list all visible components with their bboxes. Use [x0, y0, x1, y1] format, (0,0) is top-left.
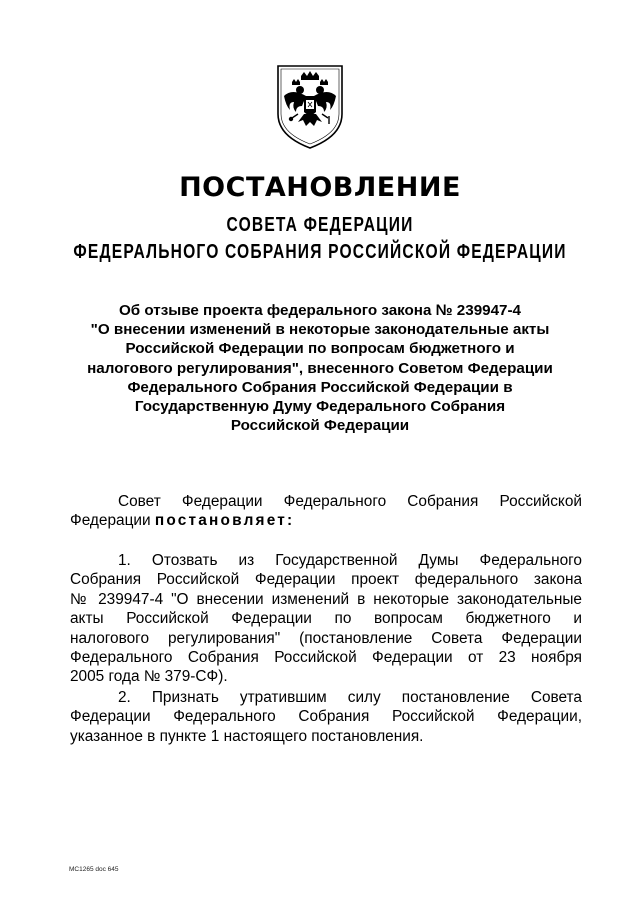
subject-line: Об отзыве проекта федерального закона № 239947-4 [118, 302, 521, 319]
clause-1-line: акты Российской Федерации по вопросам бюджетного и [70, 610, 582, 628]
clause-2-line: указанное в пункте 1 настоящего постановления. [70, 727, 424, 745]
decree-word: постановляет: [154, 512, 295, 530]
clause-2-line: 2. Признать утратившим силу постановление Совета [118, 689, 582, 706]
clause-1-line: налогового регулирования" (постановление Совета Федерации [70, 629, 582, 647]
clause-1-line: № 239947-4 "О внесении изменений в некоторые законодательные [70, 590, 582, 608]
document-type-heading: ПОСТАНОВЛЕНИЕ [179, 172, 461, 203]
preamble-line [70, 511, 582, 530]
document-code: МС1265 doc 645 [69, 866, 119, 873]
subject-line: "О внесении изменений в некоторые законодательные акты [90, 321, 550, 339]
preamble-line: Совет Федерации Федерального Собрания Российской [118, 493, 582, 510]
subject-line: Федерального Собрания Российской Федерации в [127, 378, 513, 396]
issuer-line-1: СОВЕТА ФЕДЕРАЦИИ [226, 214, 414, 236]
issuer-line-2: ФЕДЕРАЛЬНОГО СОБРАНИЯ РОССИЙСКОЙ ФЕДЕРАЦИИ [73, 241, 567, 263]
subject-line: Государственную Думу Федерального Собрания [134, 398, 506, 416]
preamble-paragraph [70, 492, 582, 531]
subject-line: налогового регулирования", внесенного Советом Федерации [87, 359, 553, 377]
clause-1-line: 2005 года № 379-СФ). [70, 668, 228, 686]
clause-1-line: 1. Отозвать из Государственной Думы Федерального [118, 552, 582, 569]
clause-1-paragraph [70, 551, 582, 687]
subject-line: Российской Федерации [230, 417, 410, 435]
clause-2-paragraph [70, 688, 582, 746]
clause-1-line: Собрания Российской Федерации проект федерального закона [70, 571, 582, 589]
resolution-subject [60, 301, 580, 435]
subject-line: Российской Федерации по вопросам бюджетного и [125, 340, 515, 358]
clause-1-line: Федерального Собрания Российской Федерации от 23 ноября [70, 648, 582, 666]
preamble-start: Федерации [70, 512, 151, 530]
coat-of-arms-icon [274, 62, 346, 154]
clause-2-line: Федерации Федерального Собрания Российской Федерации, [70, 708, 582, 726]
